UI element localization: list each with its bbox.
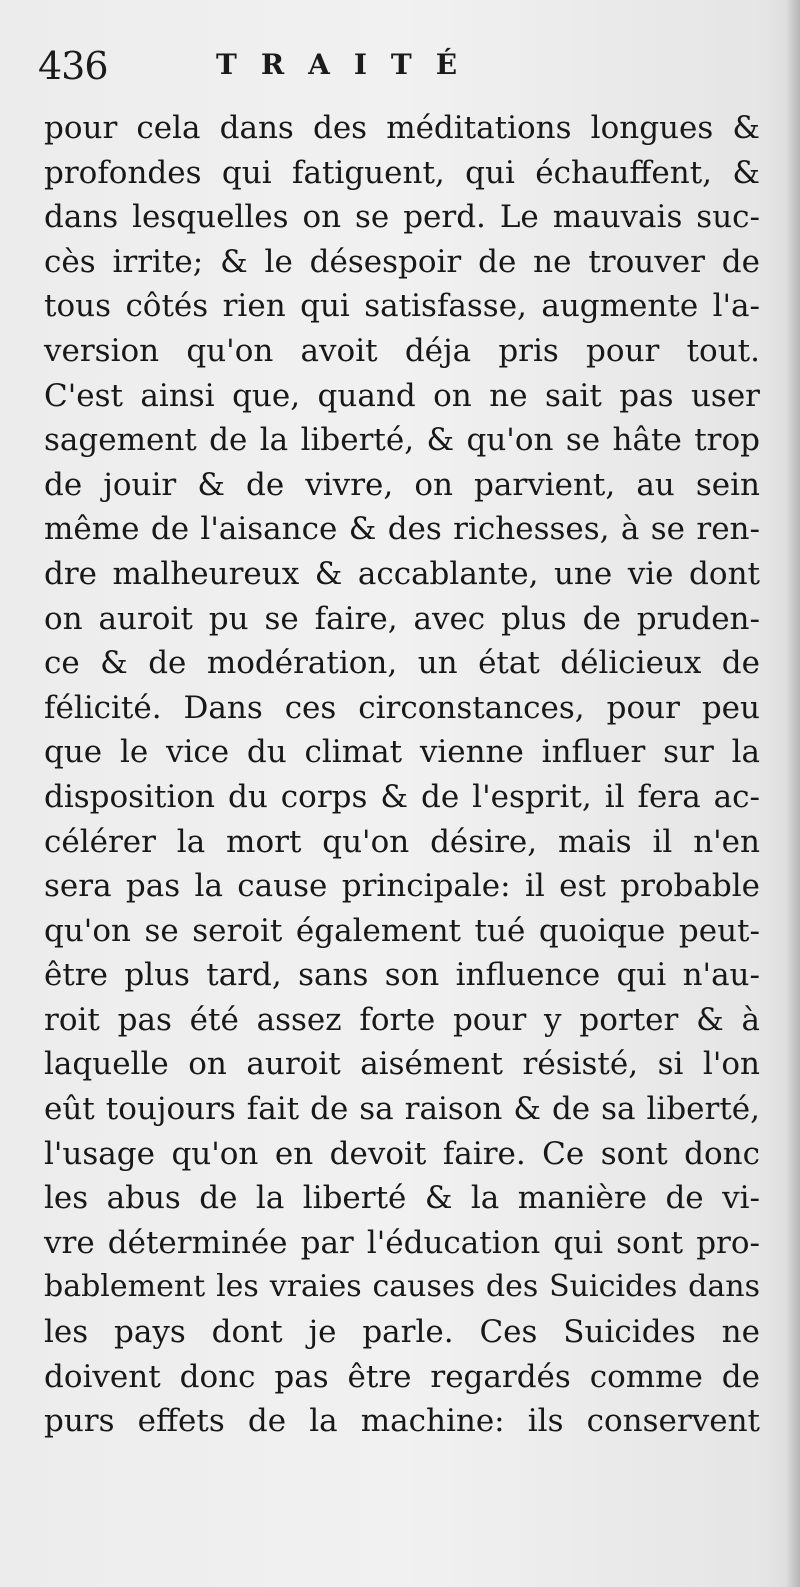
running-title: TRAITÉ xyxy=(216,48,482,81)
page-number: 436 xyxy=(38,44,108,88)
text-line: C'est ainsi que, quand on ne sait pas user xyxy=(44,377,760,414)
text-line: disposition du corps & de l'esprit, il fera ac- xyxy=(44,778,760,815)
text-line: les pays dont je parle. Ces Suicides ne xyxy=(44,1314,760,1351)
text-line: profondes qui fatiguent, qui échauffent, & xyxy=(44,154,760,191)
text-line: sera pas la cause principale: il est probable xyxy=(44,868,760,905)
text-line: célérer la mort qu'on désire, mais il n'en xyxy=(44,823,760,860)
text-line: doivent donc pas être regardés comme de xyxy=(44,1358,760,1395)
text-line: dans lesquelles on se perd. Le mauvais suc- xyxy=(44,199,760,236)
text-line: félicité. Dans ces circonstances, pour peu xyxy=(44,689,760,726)
text-line: les abus de la liberté & la manière de vi- xyxy=(44,1180,760,1217)
page-edge-shadow xyxy=(786,0,800,1587)
text-line: vre déterminée par l'éducation qui sont pro- xyxy=(44,1224,760,1261)
text-line: ce & de modération, un état délicieux de xyxy=(44,645,760,682)
text-line: de jouir & de vivre, on parvient, au sein xyxy=(44,466,760,503)
text-line: dre malheureux & accablante, une vie dont xyxy=(44,555,760,592)
text-line: bablement les vraies causes des Suicides dans xyxy=(44,1269,760,1305)
text-line: que le vice du climat vienne influer sur la xyxy=(44,734,760,771)
text-line: roit pas été assez forte pour y porter & à xyxy=(44,1001,760,1038)
text-line: version qu'on avoit déja pris pour tout. xyxy=(44,332,760,369)
text-line: pour cela dans des méditations longues & xyxy=(44,110,760,146)
text-line: cès irrite; & le désespoir de ne trouver de xyxy=(44,243,760,280)
text-line: être plus tard, sans son influence qui n'au- xyxy=(44,957,760,994)
body-text xyxy=(44,106,760,1444)
text-line: tous côtés rien qui satisfasse, augmente l'a- xyxy=(44,288,760,325)
text-line: eût toujours fait de sa raison & de sa liberté, xyxy=(44,1091,760,1128)
text-line: même de l'aisance & des richesses, à se ren- xyxy=(44,511,760,548)
text-line: sagement de la liberté, & qu'on se hâte trop xyxy=(44,422,760,459)
text-line: laquelle on auroit aisément résisté, si l'on xyxy=(44,1046,760,1083)
text-line: l'usage qu'on en devoit faire. Ce sont donc xyxy=(44,1135,760,1172)
page-header xyxy=(38,42,758,94)
text-line: on auroit pu se faire, avec plus de pruden- xyxy=(44,600,760,637)
text-line: purs effets de la machine: ils conservent xyxy=(44,1403,760,1440)
text-line: qu'on se seroit également tué quoique peut- xyxy=(44,912,760,949)
